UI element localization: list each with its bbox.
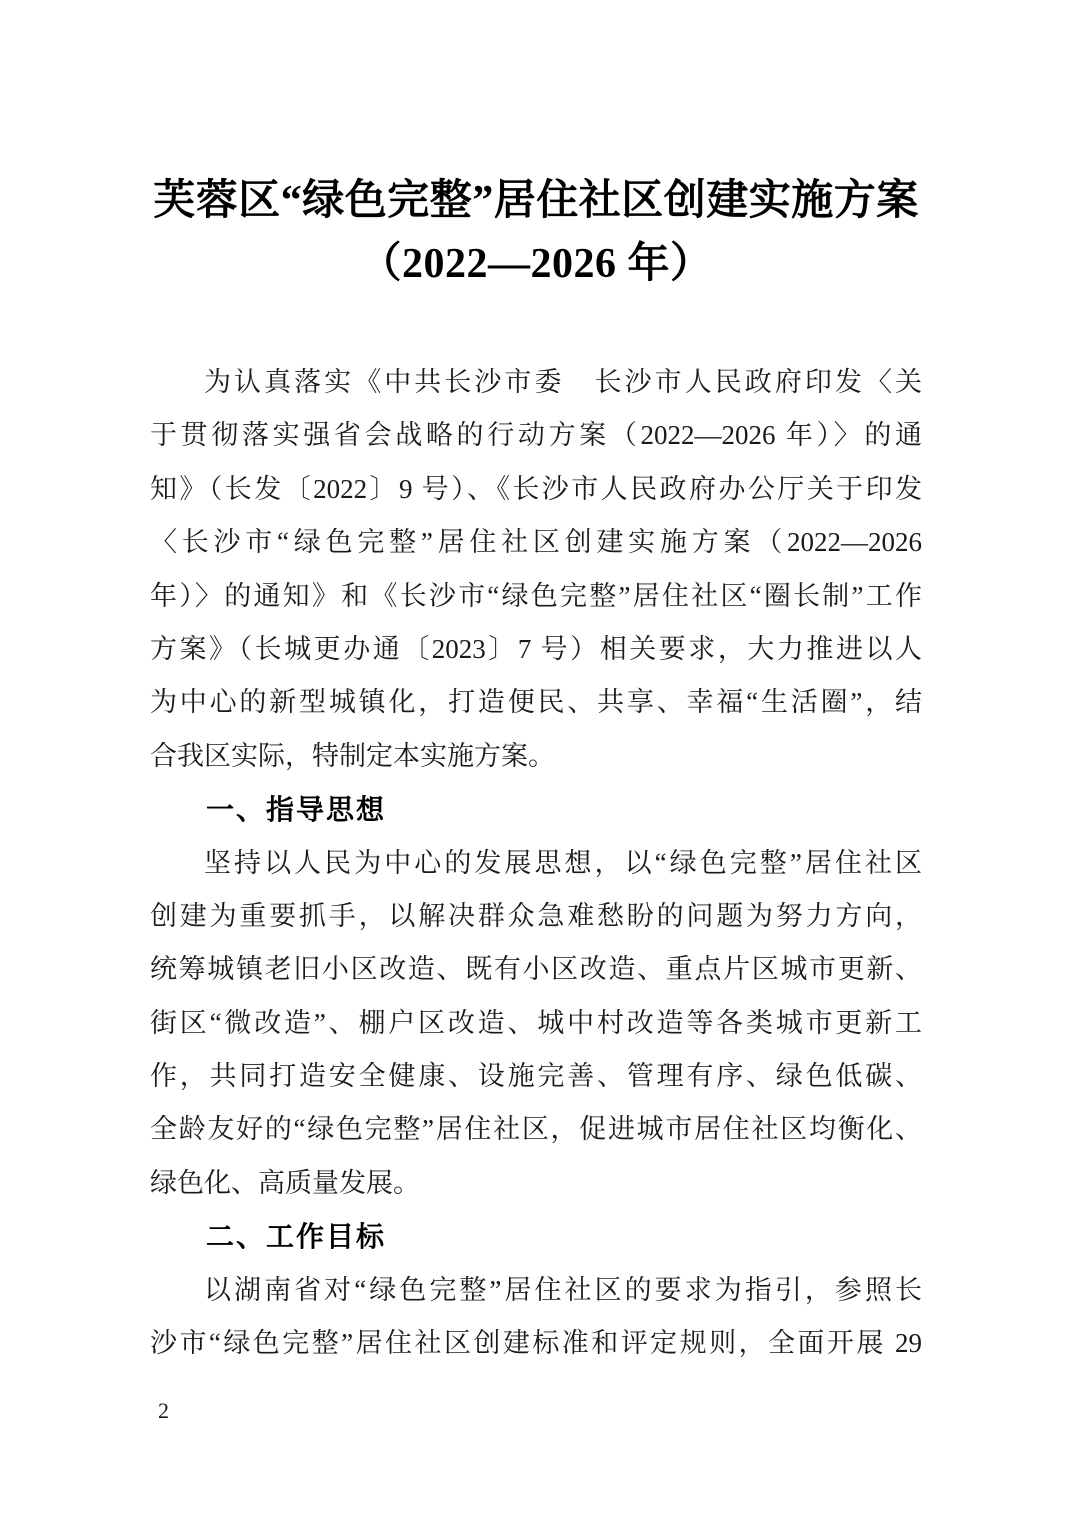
paragraph-2-line-1: 坚持以人民为中心的发展思想，以“绿色完整”居住社区 — [204, 847, 922, 878]
document-body — [150, 356, 922, 1370]
title-line-1: 芙蓉区“绿色完整”居住社区创建实施方案 — [153, 178, 919, 224]
paragraph-2-line-3: 统筹城镇老旧小区改造、既有小区改造、重点片区城市更新、 — [150, 954, 922, 985]
document-content — [150, 0, 922, 1370]
section-heading-2: 二、工作目标 — [206, 1221, 387, 1253]
paragraph-1-line-5: 年）〉的通知》和《长沙市“绿色完整”居住社区“圈长制”工作 — [150, 580, 922, 611]
document-title — [150, 170, 922, 296]
paragraph-2-line-2: 创建为重要抓手，以解决群众急难愁盼的问题为努力方向， — [150, 900, 922, 931]
page-number: 2 — [158, 1398, 169, 1423]
paragraph-1-line-4: 〈长沙市“绿色完整”居住社区创建实施方案（2022—2026 — [150, 527, 922, 558]
paragraph-1-line-7: 为中心的新型城镇化，打造便民、共享、幸福“生活圈”，结 — [150, 687, 922, 718]
paragraph-1-line-3: 知》（长发〔2022〕9 号）、《长沙市人民政府办公厅关于印发 — [150, 473, 922, 504]
paragraph-3-line-1: 以湖南省对“绿色完整”居住社区的要求为指引，参照长 — [204, 1274, 922, 1305]
paragraph-1-line-1: 为认真落实《中共长沙市委 长沙市人民政府印发〈关 — [204, 367, 922, 397]
paragraph-2-line-7: 绿色化、高质量发展。 — [150, 1167, 420, 1198]
paragraph-2-line-6: 全龄友好的“绿色完整”居住社区，促进城市居住社区均衡化、 — [150, 1114, 922, 1145]
title-line-2: （2022—2026 年） — [359, 241, 713, 287]
paragraph-2-line-4: 街区“微改造”、棚户区改造、城中村改造等各类城市更新工 — [150, 1007, 922, 1038]
paragraph-2-line-5: 作，共同打造安全健康、设施完善、管理有序、绿色低碳、 — [150, 1061, 922, 1092]
paragraph-1-line-8: 合我区实际，特制定本实施方案。 — [150, 740, 555, 771]
paragraph-1-line-6: 方案》（长城更办通〔2023〕7 号）相关要求，大力推进以人 — [150, 633, 922, 664]
paragraph-3-line-2: 沙市“绿色完整”居住社区创建标准和评定规则，全面开展 29 — [150, 1328, 922, 1359]
paragraph-1-line-2: 于贯彻落实强省会战略的行动方案（2022—2026 年）〉的通 — [150, 420, 922, 451]
section-heading-1: 一、指导思想 — [206, 794, 387, 826]
